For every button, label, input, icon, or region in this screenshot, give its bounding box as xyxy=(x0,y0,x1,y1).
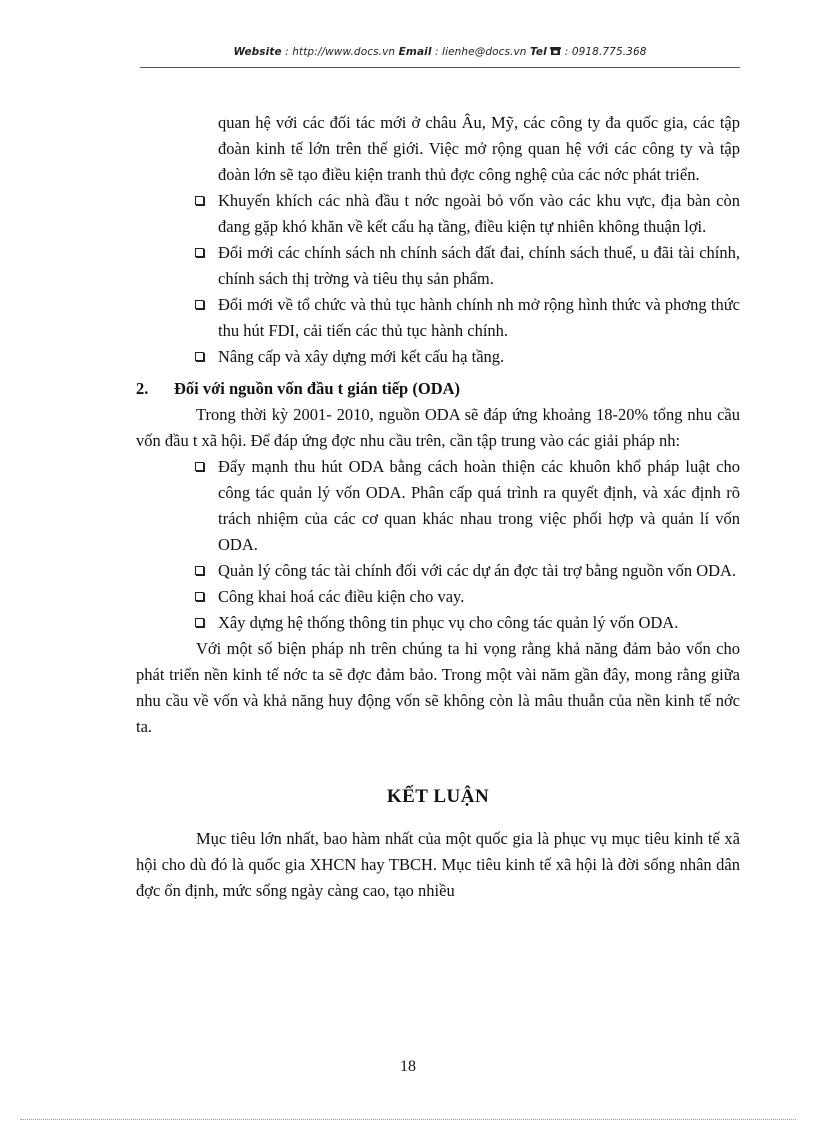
checkbox-bullet-icon xyxy=(195,566,204,575)
list-item: Nâng cấp và xây dựng mới kết cấu hạ tầng. xyxy=(218,344,740,370)
paragraph: Trong thời kỳ 2001- 2010, nguồn ODA sẽ đáp ứng khoảng 18-20% tổng nhu cầu vốn đầu t xã hội. Để đáp ứng đợc nhu cầu trên, cần tập trung vào các giải pháp nh: xyxy=(136,405,740,450)
list-item: Công khai hoá các điều kiện cho vay. xyxy=(218,584,740,610)
phone-number: : 0918.775.368 xyxy=(564,46,647,58)
list-item: Xây dựng hệ thống thông tin phục vụ cho công tác quản lý vốn ODA. xyxy=(218,610,740,636)
list-item: Khuyến khích các nhà đầu t nớc ngoài bỏ vốn vào các khu vực, địa bàn còn đang gặp khó khăn về kết cấu hạ tầng, điều kiện tự nhiên không thuận lợi. xyxy=(218,188,740,240)
tel-label: Tel xyxy=(530,46,547,58)
checkbox-bullet-icon xyxy=(195,618,204,627)
section-heading xyxy=(136,376,740,402)
document-body xyxy=(136,110,740,904)
checkbox-bullet-icon xyxy=(195,462,204,471)
website-url: : http://www.docs.vn xyxy=(285,46,396,58)
list-item: Đổi mới về tổ chức và thủ tục hành chính nh mở rộng hình thức và phơng thức thu hút FDI, cải tiến các thủ tục hành chính. xyxy=(218,292,740,344)
list-item: Đẩy mạnh thu hút ODA bằng cách hoàn thiện các khuôn khổ pháp luật cho công tác quản lý vốn ODA. Phân cấp quá trình ra quyết định, và xác định rõ trách nhiệm của các cơ quan khác nhau trong việc phối hợp và quản lí vốn ODA. xyxy=(218,454,740,558)
section-number: 2. xyxy=(136,379,149,398)
section-title: Đối với nguồn vốn đầu t gián tiếp (ODA) xyxy=(174,379,461,398)
checkbox-bullet-icon xyxy=(195,352,204,361)
page-header xyxy=(140,46,740,58)
checkbox-bullet-icon xyxy=(195,300,204,309)
paragraph: Mục tiêu lớn nhất, bao hàm nhất của một quốc gia là phục vụ mục tiêu kinh tế xã hội cho dù đó là quốc gia XHCN hay TBCH. Mục tiêu kinh tế xã hội là đời sống nhân dân đợc ổn định, mức sống ngày càng cao, tạo nhiều xyxy=(136,829,740,900)
list-item: Đổi mới các chính sách nh chính sách đất đai, chính sách thuế, u đãi tài chính, chính sách thị trờng và tiêu thụ sản phẩm. xyxy=(218,240,740,292)
paragraph: Với một số biện pháp nh trên chúng ta hi vọng rằng khả năng đảm bảo vốn cho phát triển nền kinh tế nớc ta sẽ đợc đảm bảo. Trong một vài năm gần đây, mong rằng giữa nhu cầu về vốn và khả năng huy động vốn sẽ không còn là mâu thuẫn của nền kinh tế nớc ta. xyxy=(136,639,740,736)
email-label: Email xyxy=(398,46,432,58)
footer-dotted-line xyxy=(20,1119,796,1120)
page-number: 18 xyxy=(400,1058,416,1075)
website-label: Website xyxy=(233,46,282,58)
email-address: : lienhe@docs.vn xyxy=(434,46,527,58)
checkbox-bullet-icon xyxy=(195,592,204,601)
conclusion-heading: KẾT LUẬN xyxy=(386,786,490,807)
paragraph-continuation: quan hệ với các đối tác mới ở châu Âu, Mỹ, các công ty đa quốc gia, các tập đoàn kinh tế lớn trên thế giới. Việc mở rộng quan hệ với các công ty và tập đoàn lớn sẽ tạo điều kiện tranh thủ đợc công nghệ của các nớc phát triển. xyxy=(218,113,740,184)
list-item: Quản lý công tác tài chính đối với các dự án đợc tài trợ bằng nguồn vốn ODA. xyxy=(218,558,740,584)
checkbox-bullet-icon xyxy=(195,196,204,205)
checkbox-bullet-icon xyxy=(195,248,204,257)
header-divider xyxy=(140,67,740,68)
phone-icon xyxy=(550,46,564,58)
